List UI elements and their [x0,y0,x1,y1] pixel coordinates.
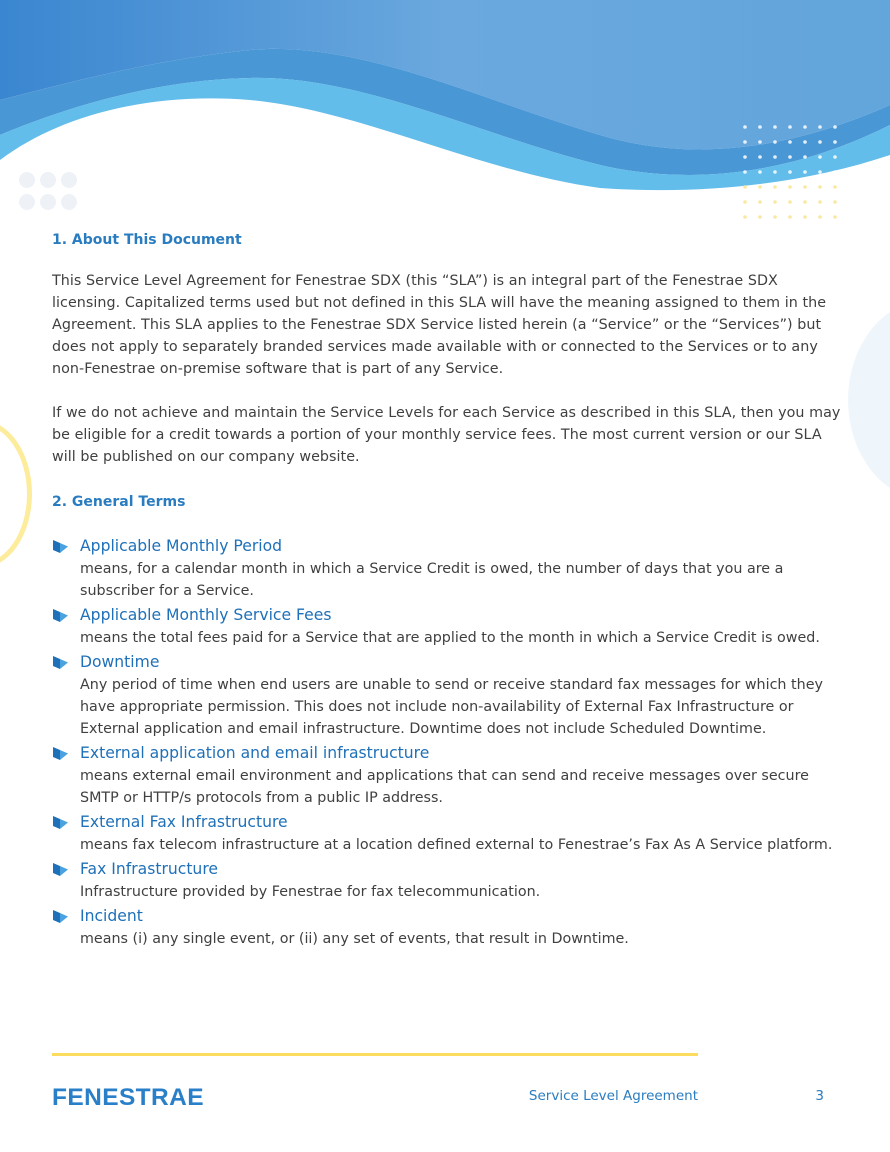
term-title: External application and email infrastructure [80,744,430,762]
term-definition: means fax telecom infrastructure at a location defined external to Fenestrae’s Fax As A Service platform. [80,837,833,853]
about-paragraph-2: If we do not achieve and maintain the Service Levels for each Service as described in this SLA, then you may be eligible for a credit towards a portion of your monthly service fees. The most current version or our SLA will be published on our company website. [52,405,841,465]
term-title: Downtime [80,653,160,671]
document-body [52,228,842,950]
term-title: Fax Infrastructure [80,860,218,878]
bookmark-arrow-icon [52,909,69,924]
company-logo: FENESTRAE [52,1084,204,1111]
decorative-dots-yellow [740,184,840,224]
bookmark-arrow-icon [52,539,69,554]
term-item [52,904,842,950]
terms-list [52,534,842,950]
term-item [52,534,842,602]
bookmark-arrow-icon [52,815,69,830]
bookmark-arrow-icon [52,862,69,877]
footer-divider [52,1053,698,1056]
decorative-ring [0,420,32,568]
decorative-dots-grey [18,170,80,212]
term-title: External Fax Infrastructure [80,813,288,831]
bookmark-arrow-icon [52,608,69,623]
term-item [52,603,842,649]
term-title: Applicable Monthly Period [80,537,283,555]
term-item [52,650,842,740]
footer-document-title: Service Level Agreement [528,1088,698,1104]
bookmark-arrow-icon [52,746,69,761]
term-title: Applicable Monthly Service Fees [80,606,332,624]
about-heading: 1. About This Document [52,232,242,248]
term-item [52,810,842,856]
decorative-dots-white [740,122,840,178]
term-definition: means external email environment and applications that can send and receive messages over secure SMTP or HTTP/s protocols from a public IP address. [80,768,809,806]
term-definition: means the total fees paid for a Service that are applied to the month in which a Service Credit is owed. [80,630,820,646]
general-terms-heading: 2. General Terms [52,494,186,510]
term-definition: Any period of time when end users are unable to send or receive standard fax messages for which they have appropriate permission. This does not include non-availability of External Fax Infrastructure or External application and email infrastructure. Downtime does not include Scheduled Downtime. [80,677,823,737]
term-definition: means, for a calendar month in which a Service Credit is owed, the number of days that you are a subscriber for a Service. [80,561,784,599]
bookmark-arrow-icon [52,655,69,670]
about-paragraph-1: This Service Level Agreement for Fenestrae SDX (this “SLA”) is an integral part of the Fenestrae SDX licensing. Capitalized terms used but not defined in this SLA will have the meaning assigned to them in the Agreement. This SLA applies to the Fenestrae SDX Service listed herein (a “Service” or the “Services”) but does not apply to separately branded services made available with or connected to the Services or to any non-Fenestrae on-premise software that is part of any Service. [52,273,827,377]
decorative-circle [848,300,890,500]
term-item [52,741,842,809]
page-number: 3 [815,1088,824,1104]
term-definition: Infrastructure provided by Fenestrae for fax telecommunication. [80,884,541,900]
term-definition: means (i) any single event, or (ii) any set of events, that result in Downtime. [80,931,629,947]
term-title: Incident [80,907,143,925]
term-item [52,857,842,903]
